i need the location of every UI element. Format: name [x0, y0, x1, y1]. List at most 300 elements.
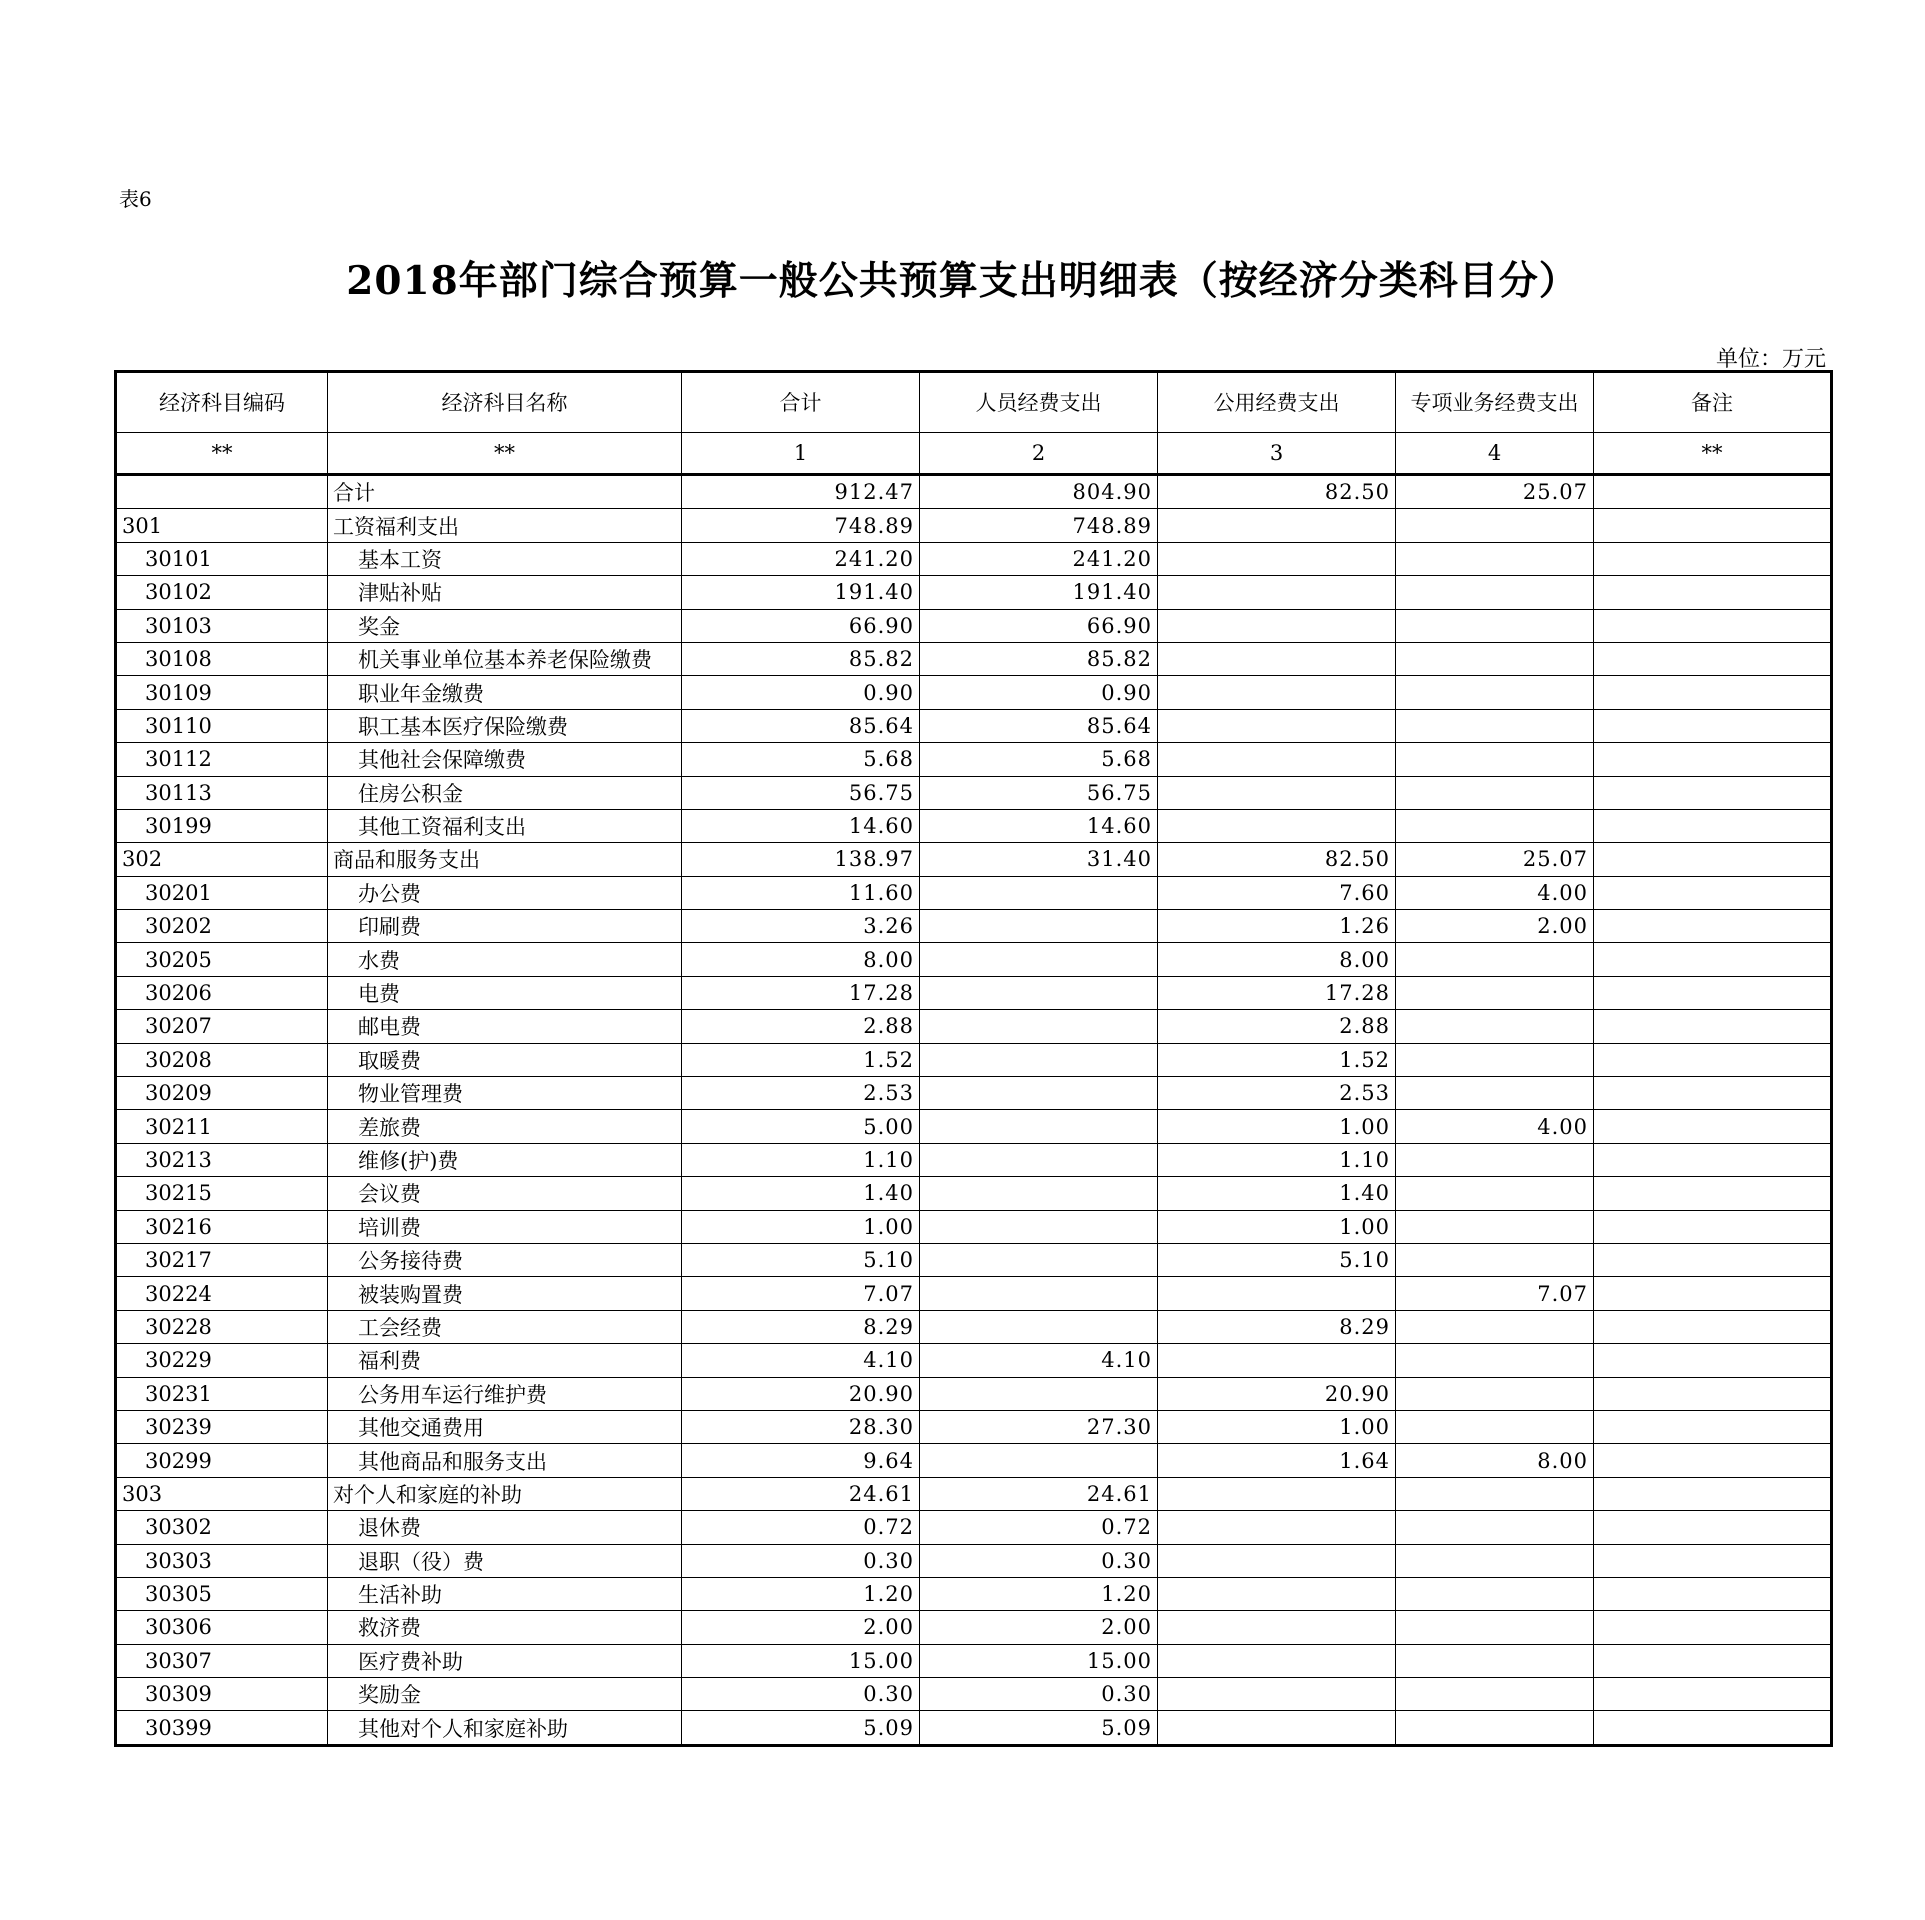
code-cell: 30303: [116, 1544, 328, 1577]
header-cell: 备注: [1594, 372, 1832, 433]
personnel-cell: [920, 1077, 1158, 1110]
name-cell: 医疗费补助: [328, 1644, 682, 1677]
personnel-cell: 241.20: [920, 542, 1158, 575]
name-cell: 商品和服务支出: [328, 843, 682, 876]
special-cell: [1396, 1577, 1594, 1610]
name-cell: 对个人和家庭的补助: [328, 1477, 682, 1510]
code-cell: 30207: [116, 1010, 328, 1043]
note-cell: [1594, 1444, 1832, 1477]
name-cell: 取暖费: [328, 1043, 682, 1076]
name-cell: 机关事业单位基本养老保险缴费: [328, 642, 682, 675]
page-title: 2018年部门综合预算一般公共预算支出明细表（按经济分类科目分）: [346, 258, 1579, 304]
name-cell: 维修(护)费: [328, 1143, 682, 1176]
table-row: [116, 509, 1832, 542]
code-cell: 30112: [116, 743, 328, 776]
special-cell: [1396, 676, 1594, 709]
code-cell: 30299: [116, 1444, 328, 1477]
note-cell: [1594, 609, 1832, 642]
note-cell: [1594, 1344, 1832, 1377]
public-cell: [1158, 743, 1396, 776]
personnel-cell: 14.60: [920, 809, 1158, 842]
name-cell: 职工基本医疗保险缴费: [328, 709, 682, 742]
note-cell: [1594, 475, 1832, 509]
personnel-cell: 5.09: [920, 1711, 1158, 1745]
total-cell: 191.40: [682, 576, 920, 609]
table-row: [116, 1377, 1832, 1410]
header-cell: 公用经费支出: [1158, 372, 1396, 433]
public-cell: 82.50: [1158, 843, 1396, 876]
table-row: [116, 576, 1832, 609]
public-cell: [1158, 1477, 1396, 1510]
code-cell: 30307: [116, 1644, 328, 1677]
name-cell: 其他对个人和家庭补助: [328, 1711, 682, 1745]
total-cell: 1.10: [682, 1143, 920, 1176]
table-row: [116, 1177, 1832, 1210]
code-cell: 30302: [116, 1511, 328, 1544]
column-index-cell: 1: [682, 433, 920, 475]
special-cell: [1396, 976, 1594, 1009]
public-cell: [1158, 576, 1396, 609]
note-cell: [1594, 642, 1832, 675]
header-cell: 合计: [682, 372, 920, 433]
special-cell: [1396, 709, 1594, 742]
code-cell: 30399: [116, 1711, 328, 1745]
table-number: 表6: [119, 187, 152, 211]
note-cell: [1594, 542, 1832, 575]
total-cell: 20.90: [682, 1377, 920, 1410]
note-cell: [1594, 1210, 1832, 1243]
total-cell: 241.20: [682, 542, 920, 575]
code-cell: 30213: [116, 1143, 328, 1176]
personnel-cell: 0.30: [920, 1544, 1158, 1577]
name-cell: 会议费: [328, 1177, 682, 1210]
personnel-cell: 56.75: [920, 776, 1158, 809]
code-cell: 30201: [116, 876, 328, 909]
total-cell: 0.90: [682, 676, 920, 709]
code-cell: 30209: [116, 1077, 328, 1110]
special-cell: [1396, 1377, 1594, 1410]
public-cell: [1158, 1711, 1396, 1745]
personnel-cell: 85.64: [920, 709, 1158, 742]
name-cell: 邮电费: [328, 1010, 682, 1043]
note-cell: [1594, 1511, 1832, 1544]
public-cell: 2.88: [1158, 1010, 1396, 1043]
name-cell: 退职（役）费: [328, 1544, 682, 1577]
name-cell: 奖金: [328, 609, 682, 642]
table-row: [116, 976, 1832, 1009]
code-cell: 30217: [116, 1243, 328, 1276]
name-cell: 其他商品和服务支出: [328, 1444, 682, 1477]
header-cell: 人员经费支出: [920, 372, 1158, 433]
personnel-cell: 1.20: [920, 1577, 1158, 1610]
personnel-cell: [920, 1177, 1158, 1210]
personnel-cell: 85.82: [920, 642, 1158, 675]
total-cell: 24.61: [682, 1477, 920, 1510]
code-cell: 30211: [116, 1110, 328, 1143]
total-cell: 8.29: [682, 1310, 920, 1343]
name-cell: 办公费: [328, 876, 682, 909]
note-cell: [1594, 1010, 1832, 1043]
code-cell: 30309: [116, 1678, 328, 1711]
personnel-cell: 0.72: [920, 1511, 1158, 1544]
code-cell: 30305: [116, 1577, 328, 1610]
public-cell: [1158, 542, 1396, 575]
code-cell: 30239: [116, 1410, 328, 1443]
name-cell: 其他社会保障缴费: [328, 743, 682, 776]
note-cell: [1594, 843, 1832, 876]
table-row: [116, 542, 1832, 575]
special-cell: [1396, 1511, 1594, 1544]
total-cell: 14.60: [682, 809, 920, 842]
code-cell: 30229: [116, 1344, 328, 1377]
personnel-cell: [920, 1210, 1158, 1243]
personnel-cell: 0.90: [920, 676, 1158, 709]
special-cell: 4.00: [1396, 1110, 1594, 1143]
code-cell: 30215: [116, 1177, 328, 1210]
total-cell: 1.20: [682, 1577, 920, 1610]
special-cell: 25.07: [1396, 843, 1594, 876]
total-cell: 85.82: [682, 642, 920, 675]
special-cell: [1396, 1611, 1594, 1644]
special-cell: 2.00: [1396, 910, 1594, 943]
column-index-cell: 4: [1396, 433, 1594, 475]
note-cell: [1594, 1043, 1832, 1076]
table-row: [116, 1277, 1832, 1310]
table-body: [116, 475, 1832, 1746]
public-cell: [1158, 1511, 1396, 1544]
table-row: [116, 1210, 1832, 1243]
special-cell: [1396, 1678, 1594, 1711]
note-cell: [1594, 1678, 1832, 1711]
special-cell: [1396, 943, 1594, 976]
table-row: [116, 1577, 1832, 1610]
note-cell: [1594, 1611, 1832, 1644]
note-cell: [1594, 1277, 1832, 1310]
total-cell: 5.68: [682, 743, 920, 776]
total-cell: 0.72: [682, 1511, 920, 1544]
special-cell: 25.07: [1396, 475, 1594, 509]
table-row: [116, 1043, 1832, 1076]
note-cell: [1594, 1377, 1832, 1410]
special-cell: [1396, 1177, 1594, 1210]
table-row: [116, 1110, 1832, 1143]
name-cell: 其他交通费用: [328, 1410, 682, 1443]
column-index-cell: **: [1594, 433, 1832, 475]
public-cell: [1158, 1277, 1396, 1310]
total-cell: 0.30: [682, 1544, 920, 1577]
table-row: [116, 1444, 1832, 1477]
public-cell: 20.90: [1158, 1377, 1396, 1410]
code-cell: 30306: [116, 1611, 328, 1644]
public-cell: [1158, 1611, 1396, 1644]
total-cell: 912.47: [682, 475, 920, 509]
code-cell: 30113: [116, 776, 328, 809]
public-cell: 1.64: [1158, 1444, 1396, 1477]
name-cell: 退休费: [328, 1511, 682, 1544]
special-cell: [1396, 1711, 1594, 1745]
code-cell: 30202: [116, 910, 328, 943]
personnel-cell: [920, 1010, 1158, 1043]
public-cell: 1.52: [1158, 1043, 1396, 1076]
budget-table: [114, 370, 1833, 1747]
total-cell: 1.52: [682, 1043, 920, 1076]
code-cell: 30109: [116, 676, 328, 709]
header-cell: 经济科目编码: [116, 372, 328, 433]
special-cell: [1396, 1477, 1594, 1510]
column-index-cell: **: [328, 433, 682, 475]
personnel-cell: [920, 1043, 1158, 1076]
table-row: [116, 743, 1832, 776]
name-cell: 福利费: [328, 1344, 682, 1377]
personnel-cell: [920, 1277, 1158, 1310]
public-cell: 17.28: [1158, 976, 1396, 1009]
personnel-cell: 191.40: [920, 576, 1158, 609]
public-cell: 2.53: [1158, 1077, 1396, 1110]
special-cell: [1396, 642, 1594, 675]
total-cell: 2.53: [682, 1077, 920, 1110]
code-cell: 30110: [116, 709, 328, 742]
unit-label: 单位：万元: [1715, 347, 1826, 372]
personnel-cell: 24.61: [920, 1477, 1158, 1510]
table-row: [116, 1010, 1832, 1043]
total-cell: 5.10: [682, 1243, 920, 1276]
public-cell: 5.10: [1158, 1243, 1396, 1276]
name-cell: 基本工资: [328, 542, 682, 575]
name-cell: 公务接待费: [328, 1243, 682, 1276]
name-cell: 津贴补贴: [328, 576, 682, 609]
note-cell: [1594, 776, 1832, 809]
table-row: [116, 809, 1832, 842]
name-cell: 差旅费: [328, 1110, 682, 1143]
table-row: [116, 1143, 1832, 1176]
name-cell: 其他工资福利支出: [328, 809, 682, 842]
table-row: [116, 1243, 1832, 1276]
name-cell: 住房公积金: [328, 776, 682, 809]
code-cell: 30208: [116, 1043, 328, 1076]
table-row: [116, 1678, 1832, 1711]
total-cell: 4.10: [682, 1344, 920, 1377]
personnel-cell: 4.10: [920, 1344, 1158, 1377]
personnel-cell: [920, 1110, 1158, 1143]
code-cell: 30205: [116, 943, 328, 976]
note-cell: [1594, 1477, 1832, 1510]
public-cell: [1158, 676, 1396, 709]
table-row: [116, 776, 1832, 809]
special-cell: [1396, 609, 1594, 642]
table-row: [116, 1477, 1832, 1510]
code-cell: 30206: [116, 976, 328, 1009]
note-cell: [1594, 1544, 1832, 1577]
note-cell: [1594, 743, 1832, 776]
header-row: [116, 372, 1832, 433]
code-cell: 30224: [116, 1277, 328, 1310]
name-cell: 奖励金: [328, 1678, 682, 1711]
table-row: [116, 1310, 1832, 1343]
total-cell: 17.28: [682, 976, 920, 1009]
public-cell: 82.50: [1158, 475, 1396, 509]
name-cell: 工资福利支出: [328, 509, 682, 542]
name-cell: 工会经费: [328, 1310, 682, 1343]
code-cell: 303: [116, 1477, 328, 1510]
table-row: [116, 1344, 1832, 1377]
personnel-cell: 27.30: [920, 1410, 1158, 1443]
code-cell: 30102: [116, 576, 328, 609]
personnel-cell: [920, 1310, 1158, 1343]
total-cell: 1.00: [682, 1210, 920, 1243]
personnel-cell: 0.30: [920, 1678, 1158, 1711]
code-cell: 30199: [116, 809, 328, 842]
table-row: [116, 876, 1832, 909]
table-row: [116, 843, 1832, 876]
personnel-cell: [920, 1243, 1158, 1276]
code-cell: 301: [116, 509, 328, 542]
note-cell: [1594, 676, 1832, 709]
note-cell: [1594, 1577, 1832, 1610]
total-cell: 11.60: [682, 876, 920, 909]
note-cell: [1594, 976, 1832, 1009]
note-cell: [1594, 876, 1832, 909]
personnel-cell: [920, 1143, 1158, 1176]
name-cell: 生活补助: [328, 1577, 682, 1610]
special-cell: [1396, 1243, 1594, 1276]
personnel-cell: 748.89: [920, 509, 1158, 542]
note-cell: [1594, 1177, 1832, 1210]
name-cell: 培训费: [328, 1210, 682, 1243]
name-cell: 印刷费: [328, 910, 682, 943]
total-cell: 15.00: [682, 1644, 920, 1677]
total-cell: 85.64: [682, 709, 920, 742]
column-index-row: [116, 433, 1832, 475]
note-cell: [1594, 1110, 1832, 1143]
note-cell: [1594, 1243, 1832, 1276]
special-cell: [1396, 1210, 1594, 1243]
table-row: [116, 475, 1832, 509]
total-cell: 28.30: [682, 1410, 920, 1443]
special-cell: [1396, 1644, 1594, 1677]
note-cell: [1594, 943, 1832, 976]
table-row: [116, 709, 1832, 742]
special-cell: [1396, 809, 1594, 842]
code-cell: 30103: [116, 609, 328, 642]
special-cell: [1396, 1010, 1594, 1043]
table-row: [116, 676, 1832, 709]
special-cell: [1396, 509, 1594, 542]
note-cell: [1594, 1077, 1832, 1110]
code-cell: 30228: [116, 1310, 328, 1343]
total-cell: 5.09: [682, 1711, 920, 1745]
special-cell: [1396, 1077, 1594, 1110]
total-cell: 2.88: [682, 1010, 920, 1043]
special-cell: 4.00: [1396, 876, 1594, 909]
public-cell: 1.00: [1158, 1110, 1396, 1143]
code-cell: 30108: [116, 642, 328, 675]
total-cell: 2.00: [682, 1611, 920, 1644]
special-cell: [1396, 1410, 1594, 1443]
code-cell: 30216: [116, 1210, 328, 1243]
special-cell: [1396, 1143, 1594, 1176]
table-row: [116, 943, 1832, 976]
name-cell: 物业管理费: [328, 1077, 682, 1110]
public-cell: 1.26: [1158, 910, 1396, 943]
name-cell: 公务用车运行维护费: [328, 1377, 682, 1410]
public-cell: 7.60: [1158, 876, 1396, 909]
table-row: [116, 1544, 1832, 1577]
total-cell: 748.89: [682, 509, 920, 542]
public-cell: [1158, 642, 1396, 675]
public-cell: [1158, 809, 1396, 842]
public-cell: [1158, 1678, 1396, 1711]
public-cell: [1158, 609, 1396, 642]
public-cell: 1.40: [1158, 1177, 1396, 1210]
special-cell: [1396, 1544, 1594, 1577]
personnel-cell: [920, 1444, 1158, 1477]
public-cell: [1158, 1544, 1396, 1577]
total-cell: 3.26: [682, 910, 920, 943]
personnel-cell: [920, 910, 1158, 943]
name-cell: 电费: [328, 976, 682, 1009]
table-row: [116, 642, 1832, 675]
personnel-cell: 2.00: [920, 1611, 1158, 1644]
public-cell: 1.00: [1158, 1410, 1396, 1443]
header-cell: 经济科目名称: [328, 372, 682, 433]
public-cell: 8.00: [1158, 943, 1396, 976]
table-row: [116, 1410, 1832, 1443]
code-cell: 302: [116, 843, 328, 876]
total-cell: 1.40: [682, 1177, 920, 1210]
header-cell: 专项业务经费支出: [1396, 372, 1594, 433]
note-cell: [1594, 1410, 1832, 1443]
column-index-cell: **: [116, 433, 328, 475]
personnel-cell: [920, 943, 1158, 976]
special-cell: [1396, 1310, 1594, 1343]
name-cell: 救济费: [328, 1611, 682, 1644]
total-cell: 56.75: [682, 776, 920, 809]
personnel-cell: 5.68: [920, 743, 1158, 776]
personnel-cell: 15.00: [920, 1644, 1158, 1677]
special-cell: 8.00: [1396, 1444, 1594, 1477]
special-cell: [1396, 743, 1594, 776]
special-cell: [1396, 776, 1594, 809]
public-cell: [1158, 776, 1396, 809]
name-cell: 合计: [328, 475, 682, 509]
public-cell: [1158, 1577, 1396, 1610]
code-cell: 30101: [116, 542, 328, 575]
special-cell: [1396, 1344, 1594, 1377]
total-cell: 138.97: [682, 843, 920, 876]
public-cell: [1158, 1644, 1396, 1677]
special-cell: [1396, 1043, 1594, 1076]
total-cell: 5.00: [682, 1110, 920, 1143]
column-index-cell: 3: [1158, 433, 1396, 475]
name-cell: 水费: [328, 943, 682, 976]
table-row: [116, 1644, 1832, 1677]
personnel-cell: 31.40: [920, 843, 1158, 876]
note-cell: [1594, 1711, 1832, 1745]
note-cell: [1594, 576, 1832, 609]
public-cell: 1.00: [1158, 1210, 1396, 1243]
total-cell: 0.30: [682, 1678, 920, 1711]
name-cell: 被装购置费: [328, 1277, 682, 1310]
public-cell: [1158, 509, 1396, 542]
code-cell: 30231: [116, 1377, 328, 1410]
public-cell: [1158, 709, 1396, 742]
personnel-cell: [920, 876, 1158, 909]
column-index-cell: 2: [920, 433, 1158, 475]
total-cell: 9.64: [682, 1444, 920, 1477]
table-row: [116, 609, 1832, 642]
table-row: [116, 1611, 1832, 1644]
note-cell: [1594, 509, 1832, 542]
